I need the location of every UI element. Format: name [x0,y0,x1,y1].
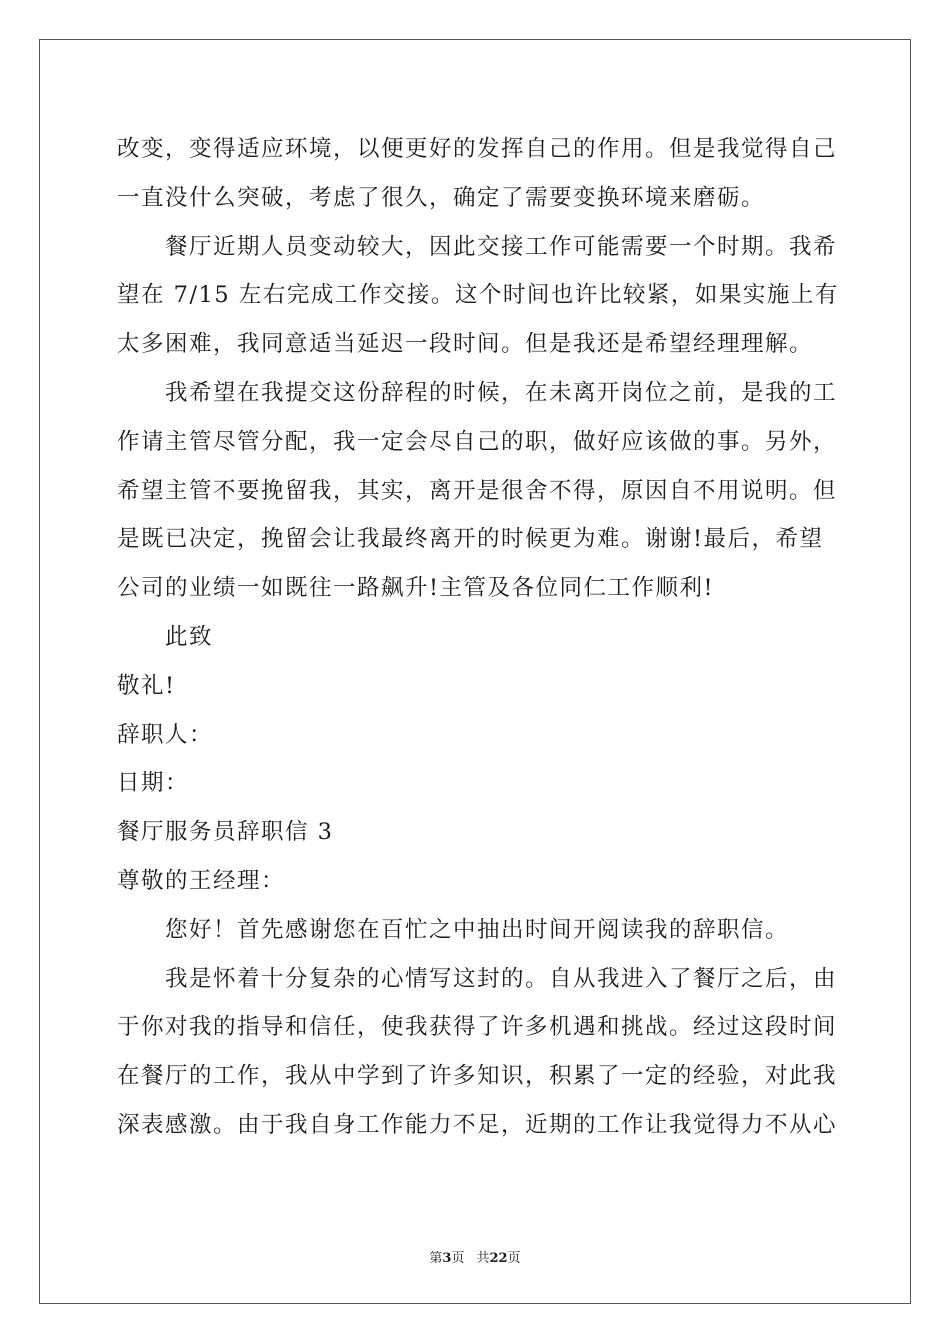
page-prefix: 第 [429,1251,443,1266]
text-line: 我希望在我提交这份辞程的时候，在未离开岗位之前，是我的工 [165,379,838,406]
text-line: 深表感激。由于我自身工作能力不足，近期的工作让我觉得力不从心 [117,1111,838,1138]
closing-regards: 敬礼! [117,672,176,699]
text-line: 公司的业绩一如既往一路飙升!主管及各位同仁工作顺利! [117,575,715,602]
text-line: 餐厅近期人员变动较大，因此交接工作可能需要一个时期。我希 [165,233,838,260]
total-pages: 22 [489,1251,508,1266]
section-title: 餐厅服务员辞职信 3 [117,819,334,846]
page-footer [0,1247,950,1266]
text-line: 于你对我的指导和信任，使我获得了许多机遇和挑战。经过这段时间 [117,1014,838,1041]
text-line: 太多困难，我同意适当延迟一段时间。但是我还是希望经理理解。 [117,331,814,358]
total-prefix: 共 [476,1251,490,1266]
text-line: 望在 7/15 左右完成工作交接。这个时间也许比较紧，如果实施上有 [117,282,839,309]
signature-label: 辞职人： [117,721,214,748]
date-label: 日期： [117,770,190,797]
text-line: 希望主管不要挽留我，其实，离开是很舍不得，原因自不用说明。但 [117,477,838,504]
page-suffix: 页 [451,1251,465,1266]
text-line: 我是怀着十分复杂的心情写这封的。自从我进入了餐厅之后，由 [165,965,838,992]
text-line: 一直没什么突破，考虑了很久，确定了需要变换环境来磨砺。 [117,184,766,211]
text-line: 改变，变得适应环境，以便更好的发挥自己的作用。但是我觉得自己 [117,136,838,162]
total-suffix: 页 [507,1251,521,1266]
closing-salutation: 此致 [165,623,214,650]
document-body [117,125,837,1150]
letter-greeting: 尊敬的王经理： [117,867,286,894]
text-line: 是既已决定，挽留会让我最终离开的时候更为难。谢谢!最后，希望 [117,526,824,553]
text-line: 在餐厅的工作，我从中学到了许多知识，积累了一定的经验，对此我 [117,1063,838,1090]
text-line: 作请主管尽管分配，我一定会尽自己的职，做好应该做的事。另外， [117,428,838,455]
page-number: 3 [442,1251,452,1266]
text-line: 您好！首先感谢您在百忙之中抽出时间开阅读我的辞职信。 [165,916,790,943]
